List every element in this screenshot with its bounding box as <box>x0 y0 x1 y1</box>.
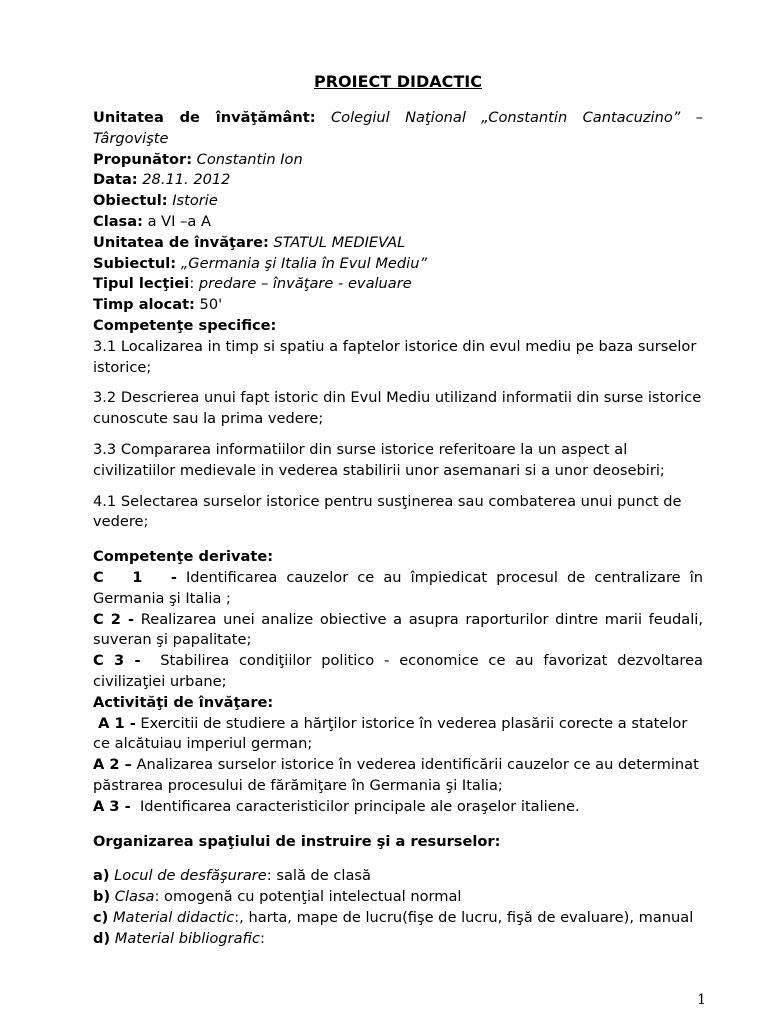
organizarea-letter: a) <box>93 867 110 885</box>
organizarea-text: :, harta, mape de lucru(fişe de lucru, fişă de evaluare), manual <box>234 908 694 926</box>
subiectul-row <box>93 254 703 275</box>
timp-row <box>93 295 703 316</box>
organizarea-letter: d) <box>93 929 111 947</box>
organizarea-text: : sală de clasă <box>266 867 371 885</box>
organizarea-letter: b) <box>93 888 111 906</box>
obiectul-row <box>93 191 703 212</box>
tipul-label: Tipul lecţiei <box>93 275 190 293</box>
competenta-specifica-item: 3.2 Descrierea unui fapt istoric din Evul Mediu utilizand informatii din surse istorice cunoscute sau la prima vedere; <box>93 389 702 428</box>
unitatea-label: Unitatea de învăţământ: <box>93 109 316 126</box>
unitatea-invatare-label: Unitatea de învăţare: <box>93 233 269 251</box>
competente-specifice-heading: Competenţe specifice: <box>93 316 277 334</box>
competenta-derivata-code: C 2 - <box>93 610 135 628</box>
competenta-derivata-item <box>93 568 703 610</box>
unitatea-invatare-row <box>93 233 703 254</box>
activitate-item <box>93 755 703 797</box>
competenta-derivata-text: Realizarea unei analize obiective a asupra raporturilor dintre marii feudali, suveran şi papalitate; <box>93 610 703 649</box>
competente-derivate-heading: Competenţe derivate: <box>93 548 274 566</box>
tipul-value: predare – învăţare - evaluare <box>198 275 412 293</box>
clasa-value: a VI –a A <box>147 212 211 230</box>
activitate-code: A 1 - <box>93 714 136 732</box>
organizarea-item <box>93 866 703 887</box>
organizarea-letter: c) <box>93 908 109 926</box>
subiectul-label: Subiectul: <box>93 254 177 272</box>
organizarea-heading: Organizarea spaţiului de instruire şi a resurselor: <box>93 832 501 850</box>
tipul-row <box>93 274 703 295</box>
competenta-specifica-item: 4.1 Selectarea surselor istorice pentru susţinerea sau combaterea unui punct de vedere; <box>93 492 682 531</box>
data-row <box>93 170 703 191</box>
organizarea-label: Material didactic <box>108 908 235 926</box>
document-title: PROIECT DIDACTIC <box>313 72 482 91</box>
activitate-item <box>93 714 703 756</box>
competenta-derivata-item <box>93 610 703 652</box>
unitatea-value: Colegiul Naţional „Constantin Cantacuzino” – Târgovişte <box>93 109 704 147</box>
unitatea-invatare-value: STATUL MEDIEVAL <box>273 233 406 251</box>
organizarea-text: : <box>259 929 265 947</box>
propunator-value: Constantin Ion <box>196 150 303 168</box>
organizarea-text: : omogenă cu potenţial intelectual normal <box>154 888 462 906</box>
tipul-colon: : <box>189 275 195 293</box>
competenta-derivata-code: C 1 - <box>93 568 177 586</box>
competenta-derivata-text: Stabilirea condiţiilor politico - economice ce au favorizat dezvoltarea civilizaţiei urbane; <box>93 652 708 690</box>
competenta-specifica-item: 3.3 Compararea informatiilor din surse istorice referitoare la un aspect al civilizatiilor medievale in vederea stabilirii unor asemanari si a unor deosebiri; <box>93 440 665 479</box>
organizarea-label: Locul de desfăşurare <box>109 867 267 885</box>
competenta-derivata-item <box>93 651 708 693</box>
organizarea-label: Clasa <box>110 888 155 906</box>
organizarea-item <box>93 929 703 950</box>
data-label: Data: <box>93 171 138 189</box>
activitate-code: A 3 - <box>93 797 131 815</box>
subiectul-value: „Germania şi Italia în Evul Mediu” <box>180 254 428 272</box>
organizarea-item <box>93 887 703 908</box>
competenta-derivata-text: Identificarea cauzelor ce au împiedicat procesul de centralizare în Germania şi Italia ; <box>93 568 703 607</box>
activitate-text: Identificarea caracteristicilor principale ale oraşelor italiene. <box>130 797 580 815</box>
document-page <box>93 70 708 949</box>
obiectul-label: Obiectul: <box>93 192 168 210</box>
organizarea-item <box>93 908 703 929</box>
activitati-heading: Activităţi de învăţare: <box>93 693 274 711</box>
obiectul-value: Istorie <box>172 192 218 210</box>
page-number: 1 <box>697 992 706 1008</box>
timp-value: 50' <box>199 296 223 314</box>
clasa-label: Clasa: <box>93 212 143 230</box>
clasa-row <box>93 212 703 233</box>
competenta-derivata-code: C 3 - <box>93 652 141 670</box>
propunator-label: Propunător: <box>93 150 193 168</box>
activitate-text: Exercitii de studiere a hărţilor istorice în vederea plasării corecte a statelor ce alcătuiau imperiul german; <box>93 714 688 753</box>
data-value: 28.11. 2012 <box>142 171 231 189</box>
timp-label: Timp alocat: <box>93 296 195 314</box>
activitate-item <box>93 797 703 818</box>
activitate-text: Analizarea surselor istorice în vederea identificării cauzelor ce au determinat păstrarea procesului de fărămiţare în Germania şi Italia; <box>93 756 699 794</box>
unitatea-row <box>93 108 703 150</box>
organizarea-label: Material bibliografic <box>110 929 260 947</box>
competenta-specifica-item: 3.1 Localizarea in timp si spatiu a faptelor istorice din evul mediu pe baza surselor istorice; <box>93 337 697 376</box>
propunator-row <box>93 150 703 171</box>
activitate-code: A 2 – <box>93 756 132 774</box>
